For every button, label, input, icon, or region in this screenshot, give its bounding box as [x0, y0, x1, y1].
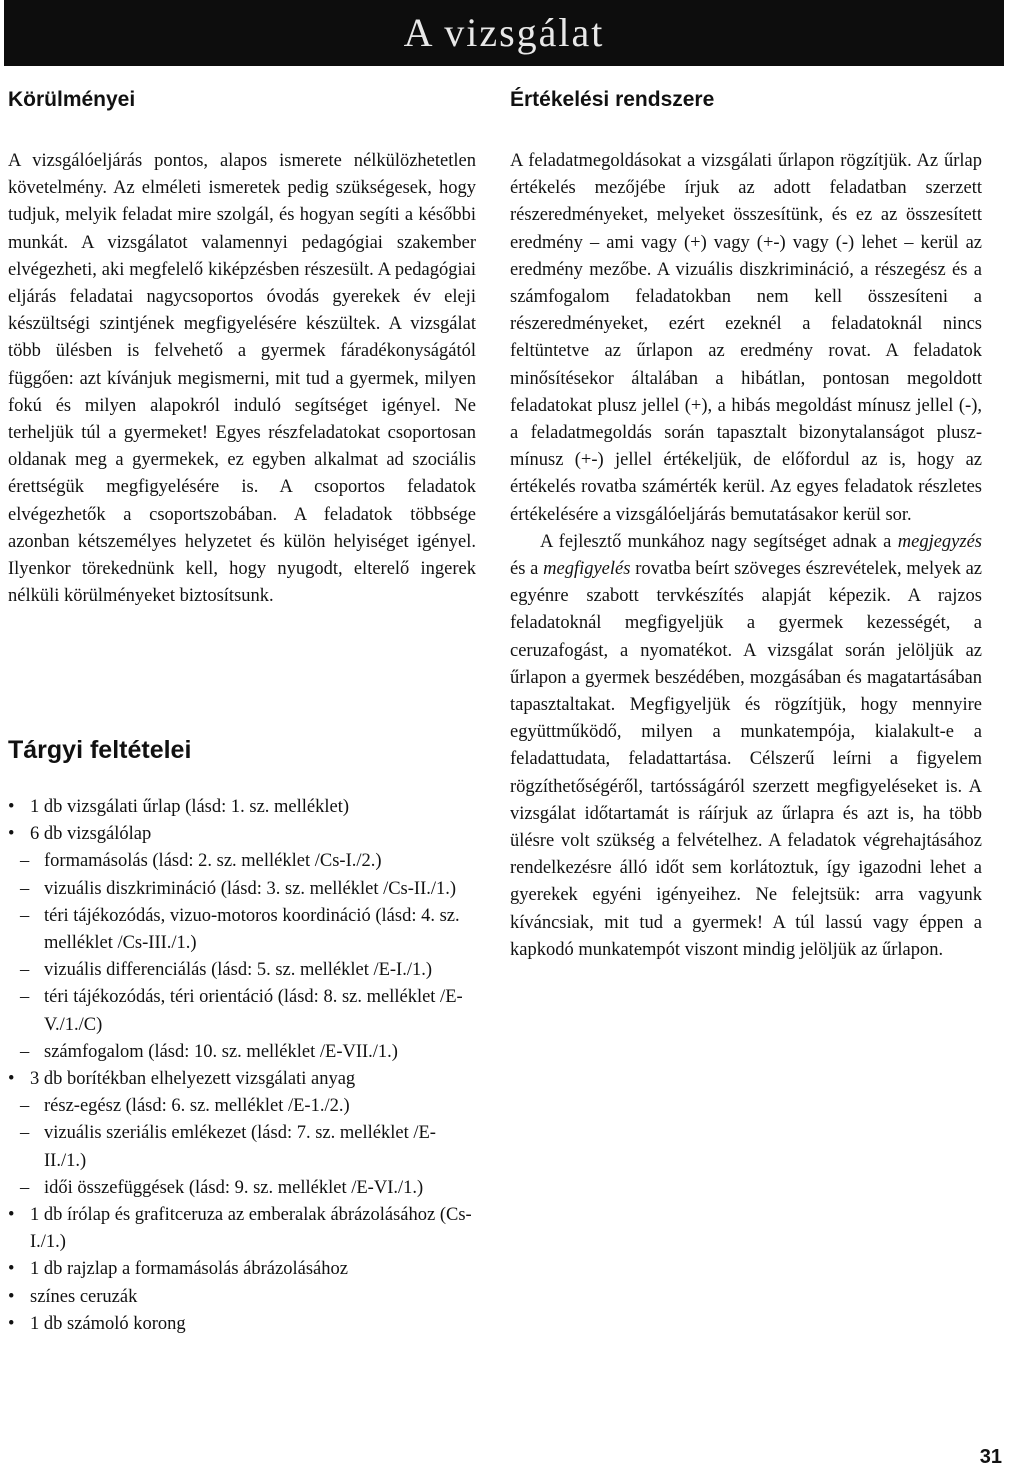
chapter-banner: A vizsgálat: [4, 0, 1004, 66]
sub-list-item: – vizuális szeriális emlékezet (lásd: 7. sz. melléklet /E-II./1.): [8, 1120, 476, 1174]
korulmenyei-body: [8, 148, 476, 610]
list-item: • 3 db borítékban elhelyezett vizsgálati anyag – rész-egész (lásd: 6. sz. melléklet /E-1./2.) – vizuális szeriális emlékezet (lásd: 7. sz. melléklet /E-II./1.) – idői összefüggések (lásd: 9. sz. melléklet /E-VI./1.): [8, 1066, 476, 1202]
list-item: • 1 db írólap és grafitceruza az emberalak ábrázolásához (Cs-I./1.): [8, 1202, 476, 1256]
section-heading-korulmenyei: Körülményei: [8, 88, 136, 111]
list-item: • 1 db rajzlap a formamásolás ábrázolásához: [8, 1256, 476, 1283]
sub-list-item: – vizuális differenciálás (lásd: 5. sz. melléklet /E-I./1.): [8, 957, 476, 984]
sub-list-item: – idői összefüggések (lásd: 9. sz. melléklet /E-VI./1.): [8, 1175, 476, 1202]
page-number: 31: [979, 1446, 1002, 1468]
sub-list-item: – téri tájékozódás, téri orientáció (lásd: 8. sz. melléklet /E-V./1./C): [8, 984, 476, 1038]
ertekelesi-body: [510, 148, 982, 964]
term-megfigyeles: megfigyelés: [543, 559, 631, 580]
ertekelesi-paragraph-1: A feladatmegoldásokat a vizsgálati űrlapon rögzítjük. Az űrlap értékelés mezőjébe írjuk az adott feladatban szerzett részeredményeket, melyeket összesítünk, és ez az összesített eredmény – ami vagy (+) vagy (+-) vagy (-) lehet – kerül az eredmény mezőbe. A vizuális diszkrimináció, a részegész és a számfogalom feladatokban nem kell összesíteni a részeredményeket, ezért ezeknél a feladatoknál nincs feltüntetve az űrlapon az eredmény rovat. A feladatok minősítésekor általában a hibátlan, pontosan megoldott feladatokat plusz jellel (+), a hibás megoldást mínusz jellel (-), a feladatmegoldás során tapasztalt bizonytalanságot plusz-mínusz (+-) jellel értékeljük, de előfordul az is, hogy az értékelés rovatba számérték kerül. Az egyes feladatok részletes értékelésére a vizsgálóeljárás bemutatásakor kerül sor.: [510, 151, 982, 525]
sub-list-item: – téri tájékozódás, vizuo-motoros koordináció (lásd: 4. sz. melléklet /Cs-III./1.): [8, 903, 476, 957]
list-item: • színes ceruzák: [8, 1284, 476, 1311]
korulmenyei-paragraph: A vizsgálóeljárás pontos, alapos ismerete nélkülözhetetlen követelmény. Az elméleti ismeretek pedig szükségesek, hogy tudjuk, melyik feladat mire szolgál, és hogyan segíti a későbbi munkát. A vizsgálatot valamennyi pedagógiai szakember elvégezheti, aki megfelelő kiképzésben részesült. A pedagógiai eljárás feladatai nagycsoportos óvodás gyerekek év eleji készültségi szintjének megfigyelésére készültek. A vizsgálat több ülésben is felvehető a gyermek fáradékonyságától függően: azt kívánjuk megismerni, mit tud a gyermek, milyen fokú és milyen alapokról induló segítséget igényel. Ne terheljük túl a gyermeket! Egyes részfeladatokat csoportosan oldanak meg a gyermekek, ez egyben alkalmat ad szociális érettségük megfigyelésére is. A csoportos feladatok elvégezhetők a csoportszobában. A feladatok többsége azonban kétszemélyes helyzetet és külön helyiséget igényel. Ilyenkor törekednünk kell, hogy nyugodt, elterelő ingerek nélküli körülményeket biztosítsunk.: [8, 151, 476, 607]
sub-list-item: – rész-egész (lásd: 6. sz. melléklet /E-1./2.): [8, 1093, 476, 1120]
term-megjegyzes: megjegyzés: [897, 531, 982, 552]
sub-list-item: – számfogalom (lásd: 10. sz. melléklet /E-VII./1.): [8, 1039, 476, 1066]
materials-list: [8, 794, 476, 1338]
sub-list-item: – formamásolás (lásd: 2. sz. melléklet /Cs-I./2.): [8, 848, 476, 875]
list-item: • 1 db vizsgálati űrlap (lásd: 1. sz. melléklet): [8, 794, 476, 821]
list-item: • 6 db vizsgálólap – formamásolás (lásd: 2. sz. melléklet /Cs-I./2.) – vizuális diszkrimináció (lásd: 3. sz. melléklet /Cs-II./1.) – téri tájékozódás, vizuo-motoros koordináció (lásd: 4. sz. melléklet /Cs-III./1.) – vizuális differenciálás (lásd: 5. sz. melléklet /E-I./1.) – téri tájékozódás, téri orientáció (lásd: 8. sz. melléklet /E-V./1./C) – számfogalom (lásd: 10. sz. melléklet /E-VII./1.): [8, 821, 476, 1066]
section-heading-ertekelesi-rendszere: Értékelési rendszere: [510, 88, 715, 111]
section-heading-targyi-feltetelei: Tárgyi feltételei: [8, 736, 192, 764]
ertekelesi-paragraph-2: A fejlesztő munkához nagy segítséget adnak a megjegyzés és a megfigyelés rovatba beírt szöveges észrevételek, melyek az egyénre szabott tervkészítés alapját képezik. A rajzos feladatoknál megfigyeljük a gyermek kezességét, a ceruzafogást, a nyomatékot. A vizsgálat során jelöljük az űrlapon a gyermek beszédében, mozgásában és magatartásában tapasztaltakat. Megfigyeljük és rögzítjük, hogy mennyire együttműködő, milyen a munkatempója, kialakult-e a feladattudata, feladattartása. Célszerű leírni a figyelem rögzíthetőségéről, tartósságáról szerzett megfigyeléseket is. A vizsgálat időtartamát is ráírjuk az űrlapra és azt is, ha több ülésre volt szükség a felvételhez. A feladatok végrehajtásához rendelkezésre álló időt sem korlátoztuk, így igazodni lehet a gyerekek egyéni igényeihez. Ne felejtsük: arra vagyunk kíváncsiak, mit tud a gyermek! A túl lassú vagy éppen a kapkodó munkatempót viszont mindig jelöljük az űrlapon.: [510, 531, 982, 960]
sub-list-item: – vizuális diszkrimináció (lásd: 3. sz. melléklet /Cs-II./1.): [8, 876, 476, 903]
list-item: • 1 db számoló korong: [8, 1311, 476, 1338]
